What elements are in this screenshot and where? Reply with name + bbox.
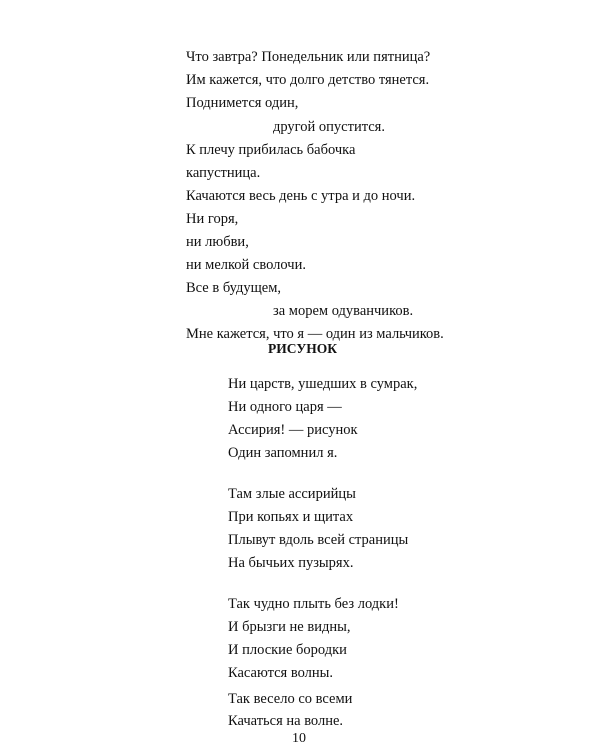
poem-line: Ни одного царя — — [228, 399, 342, 415]
poem-line: Им кажется, что долго детство тянется. — [186, 72, 430, 88]
poem-line: Там злые ассирийцы — [228, 486, 356, 502]
poem-line: Все в будущем, — [186, 280, 282, 296]
poem-line: Касаются волны. — [228, 665, 334, 681]
poem-line: другой опустится. — [273, 119, 385, 135]
poem-line: Качаются весь день с утра и до ночи. — [186, 188, 416, 204]
poem-line: Поднимется один, — [186, 95, 299, 111]
poem-line: Так чудно плыть без лодки! — [228, 596, 399, 612]
poem-line: И плоские бородки — [228, 642, 347, 658]
poem-line: капустница. — [186, 165, 261, 181]
poem-line: На бычьих пузырях. — [228, 555, 354, 571]
poem-line: Качаться на волне. — [228, 713, 344, 729]
poem-line: К плечу прибилась бабочка — [186, 142, 356, 158]
poem-line: Мне кажется, что я — один из мальчиков. — [186, 326, 444, 342]
page-number: 10 — [292, 731, 306, 746]
poem-line: И брызги не видны, — [228, 619, 351, 635]
poem-line: Плывут вдоль всей страницы — [228, 532, 409, 548]
poem-line: Так весело со всеми — [228, 691, 353, 707]
poem-line: ни любви, — [186, 234, 249, 250]
poem-title: РИСУНОК — [268, 341, 338, 356]
poem-line: Один запомнил я. — [228, 445, 338, 461]
poem-line: за морем одуванчиков. — [273, 303, 414, 319]
poem-line: Что завтра? Понедельник или пятница? — [186, 49, 431, 65]
poem-line: Ассирия! — рисунок — [228, 422, 358, 438]
poem-line: Ни горя, — [186, 211, 239, 227]
poem-line: При копьях и щитах — [228, 509, 354, 525]
poem-line: Ни царств, ушедших в сумрак, — [228, 376, 418, 392]
poem-line: ни мелкой сволочи. — [186, 257, 306, 273]
